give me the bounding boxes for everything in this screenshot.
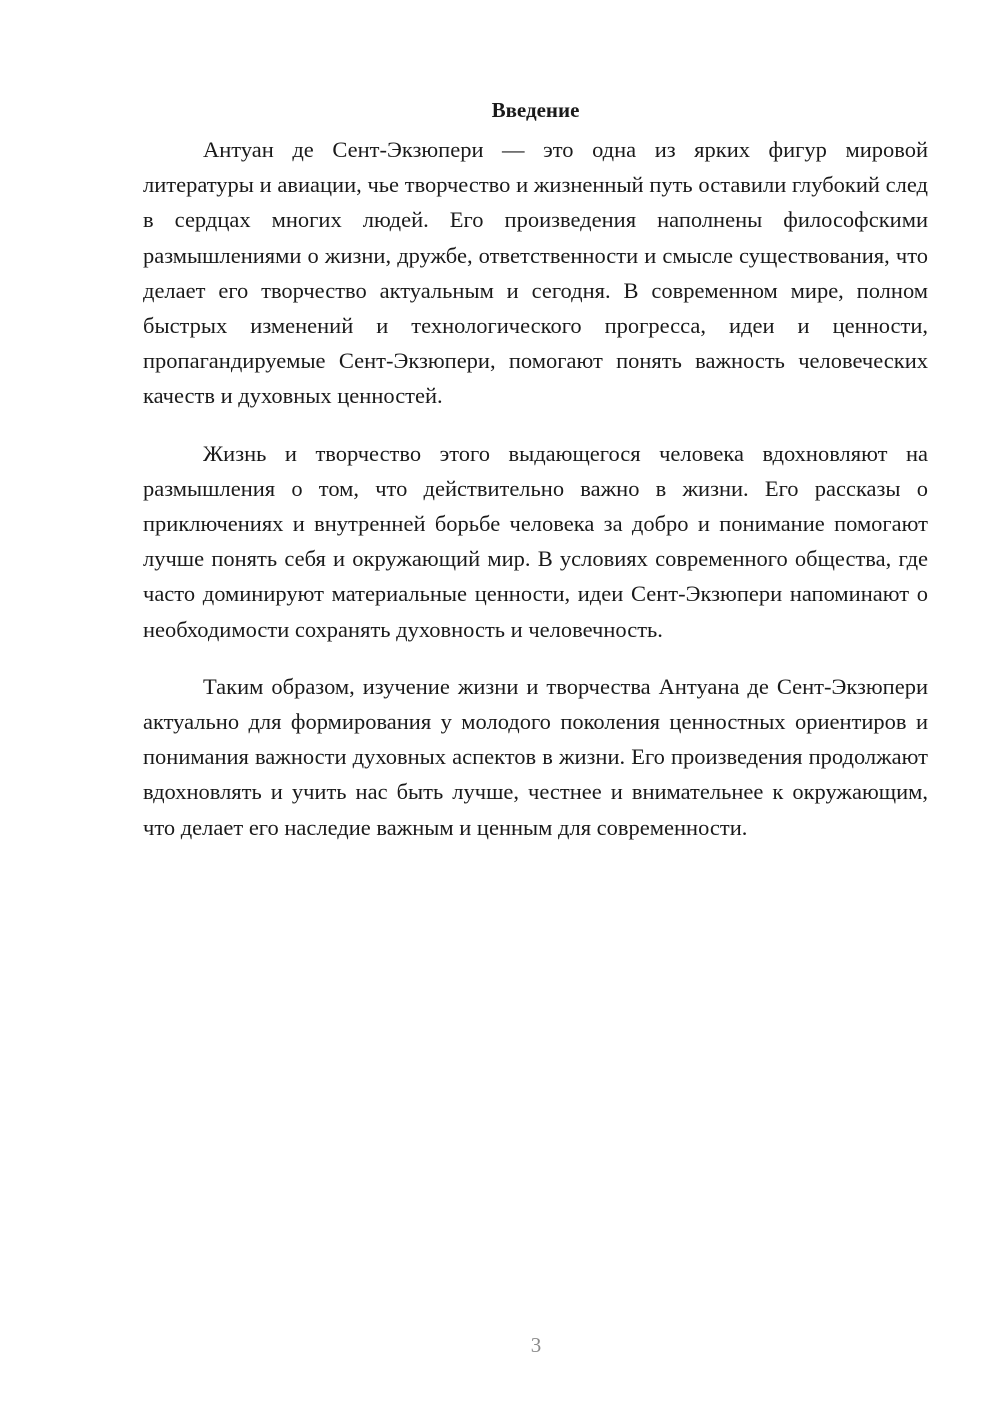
page-number: 3 bbox=[530, 1333, 542, 1357]
section-title: Введение bbox=[491, 98, 580, 122]
paragraph-3: Таким образом, изучение жизни и творчества Антуана де Сент-Экзюпери актуально для формирования у молодого поколения ценностных ориентиров и понимания важности духовных аспектов в жизни. Его произведения продолжают вдохновлять и учить нас быть лучше, честнее и внимательнее к окружающим, что делает его наследие важным и ценным для современности. bbox=[143, 673, 928, 840]
paragraph-2: Жизнь и творчество этого выдающегося человека вдохновляют на размышления о том, что действительно важно в жизни. Его рассказы о приключениях и внутренней борьбе человека за добро и понимание помогают лучше понять себя и окружающий мир. В условиях современного общества, где часто доминируют материальные ценности, идеи Сент-Экзюпери напоминают о необходимости сохранять духовность и человечность. bbox=[143, 440, 928, 642]
paragraph-1: Антуан де Сент-Экзюпери — это одна из ярких фигур мировой литературы и авиации, чье творчество и жизненный путь оставили глубокий след в сердцах многих людей. Его произведения наполнены философскими размышлениями о жизни, дружбе, ответственности и смысле существования, что делает его творчество актуальным и сегодня. В современном мире, полном быстрых изменений и технологического прогресса, идеи и ценности, пропагандируемые Сент-Экзюпери, помогают понять важность человеческих качеств и духовных ценностей. bbox=[143, 137, 928, 409]
page-content bbox=[143, 92, 928, 867]
